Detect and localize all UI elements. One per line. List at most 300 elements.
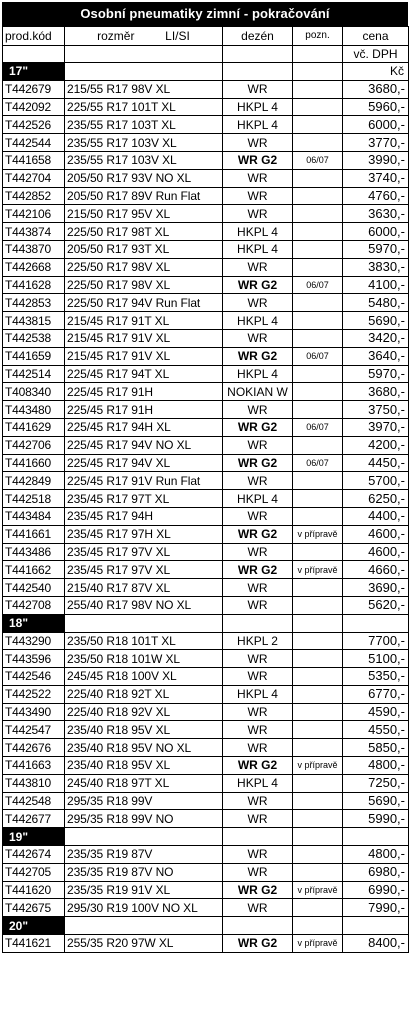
tread-pattern: WR [223, 507, 293, 525]
note-cell [293, 472, 343, 490]
table-row [3, 258, 409, 276]
note-cell [293, 258, 343, 276]
tire-size: 225/45 R17 94H XL [65, 418, 223, 436]
table-row [3, 436, 409, 454]
tire-size: 215/50 R17 95V XL [65, 205, 223, 223]
tread-pattern: WR [223, 205, 293, 223]
table-row [3, 134, 409, 152]
price-cell: 3970,- [343, 418, 409, 436]
note-cell [293, 329, 343, 347]
product-code: T443486 [3, 543, 65, 561]
tread-pattern: WR [223, 739, 293, 757]
product-code: T443290 [3, 632, 65, 650]
tread-pattern: HKPL 4 [223, 312, 293, 330]
price-cell: 3740,- [343, 169, 409, 187]
table-row [3, 401, 409, 419]
tread-pattern: WR [223, 187, 293, 205]
note-cell [293, 365, 343, 383]
table-row [3, 187, 409, 205]
tire-size: 225/45 R17 94V NO XL [65, 436, 223, 454]
tire-size: 235/45 R17 97H XL [65, 525, 223, 543]
tread-pattern: WR [223, 294, 293, 312]
price-cell: 4800,- [343, 757, 409, 775]
tread-pattern: HKPL 4 [223, 685, 293, 703]
section-label: 18" [3, 614, 65, 632]
tire-size: 225/45 R17 91H [65, 383, 223, 401]
product-code: T442526 [3, 116, 65, 134]
table-row [3, 846, 409, 864]
section-row [3, 828, 409, 846]
note-cell [293, 596, 343, 614]
product-code: T442522 [3, 685, 65, 703]
section-row [3, 917, 409, 935]
blank-cell [293, 828, 343, 846]
product-code: T443810 [3, 774, 65, 792]
tread-pattern: WR G2 [223, 525, 293, 543]
price-cell: 7700,- [343, 632, 409, 650]
product-code: T442514 [3, 365, 65, 383]
product-code: T442706 [3, 436, 65, 454]
note-cell: 06/07 [293, 276, 343, 294]
blank-cell [293, 614, 343, 632]
table-row [3, 792, 409, 810]
price-cell: 6000,- [343, 223, 409, 241]
tire-size: 215/40 R17 87V XL [65, 579, 223, 597]
note-cell [293, 401, 343, 419]
note-cell [293, 863, 343, 881]
tread-pattern: WR [223, 810, 293, 828]
product-code: T442852 [3, 187, 65, 205]
tire-size: 215/45 R17 91T XL [65, 312, 223, 330]
product-code: T442849 [3, 472, 65, 490]
note-cell: 06/07 [293, 418, 343, 436]
tire-size: 225/45 R17 94T XL [65, 365, 223, 383]
table-title: Osobní pneumatiky zimní - pokračování [2, 2, 408, 26]
header-vat-row [3, 46, 409, 63]
note-cell [293, 739, 343, 757]
note-cell [293, 169, 343, 187]
tire-size: 235/45 R17 97V XL [65, 543, 223, 561]
tread-pattern: WR [223, 846, 293, 864]
table-row [3, 169, 409, 187]
product-code: T442679 [3, 80, 65, 98]
note-cell [293, 792, 343, 810]
product-code: T442674 [3, 846, 65, 864]
price-cell: 5690,- [343, 312, 409, 330]
tire-size: 225/50 R17 98V XL [65, 258, 223, 276]
table-row [3, 579, 409, 597]
blank-cell [65, 614, 223, 632]
price-cell: 4800,- [343, 846, 409, 864]
section-label: 19" [3, 828, 65, 846]
price-cell: 4600,- [343, 525, 409, 543]
note-cell [293, 312, 343, 330]
tire-size: 235/55 R17 103V XL [65, 151, 223, 169]
price-cell: 5480,- [343, 294, 409, 312]
table-row [3, 365, 409, 383]
tire-size: 235/45 R17 97V XL [65, 561, 223, 579]
table-row [3, 935, 409, 953]
tread-pattern: WR [223, 863, 293, 881]
price-cell: 7990,- [343, 899, 409, 917]
product-code: T441659 [3, 347, 65, 365]
blank-cell [343, 614, 409, 632]
note-cell [293, 668, 343, 686]
note-cell: 06/07 [293, 151, 343, 169]
note-cell [293, 774, 343, 792]
header-code: prod.kód [3, 27, 65, 46]
note-cell: v přípravě [293, 757, 343, 775]
table-row [3, 863, 409, 881]
header-price: cena [343, 27, 409, 46]
tire-size: 255/40 R17 98V NO XL [65, 596, 223, 614]
product-code: T442668 [3, 258, 65, 276]
table-row [3, 472, 409, 490]
header-currency: Kč [343, 63, 409, 81]
table-row [3, 739, 409, 757]
note-cell: v přípravě [293, 525, 343, 543]
price-cell: 3680,- [343, 80, 409, 98]
tire-size: 235/40 R18 95V XL [65, 757, 223, 775]
table-row [3, 329, 409, 347]
tread-pattern: WR [223, 472, 293, 490]
table-row [3, 98, 409, 116]
tread-pattern: WR G2 [223, 347, 293, 365]
note-cell [293, 240, 343, 258]
tire-size: 235/55 R17 103T XL [65, 116, 223, 134]
tread-pattern: WR G2 [223, 151, 293, 169]
price-cell: 6000,- [343, 116, 409, 134]
product-code: T442540 [3, 579, 65, 597]
price-cell: 4100,- [343, 276, 409, 294]
product-code: T443484 [3, 507, 65, 525]
tread-pattern: HKPL 4 [223, 490, 293, 508]
product-code: T408340 [3, 383, 65, 401]
tire-size: 235/45 R17 97T XL [65, 490, 223, 508]
section-label: 17" [3, 63, 65, 81]
tread-pattern: NOKIAN W [223, 383, 293, 401]
note-cell [293, 507, 343, 525]
header-note: pozn. [293, 27, 343, 46]
section-row [3, 614, 409, 632]
note-cell [293, 543, 343, 561]
price-cell: 7250,- [343, 774, 409, 792]
section-row [3, 63, 409, 81]
price-cell: 6980,- [343, 863, 409, 881]
table-row [3, 312, 409, 330]
product-code: T441620 [3, 881, 65, 899]
note-cell [293, 490, 343, 508]
table-row [3, 205, 409, 223]
product-code: T442705 [3, 863, 65, 881]
price-cell: 3690,- [343, 579, 409, 597]
blank-cell [223, 63, 293, 81]
tire-size: 235/40 R18 95V NO XL [65, 739, 223, 757]
price-cell: 5990,- [343, 810, 409, 828]
product-code: T442676 [3, 739, 65, 757]
tread-pattern: WR [223, 329, 293, 347]
product-code: T441662 [3, 561, 65, 579]
blank-cell [65, 46, 223, 63]
tread-pattern: WR [223, 401, 293, 419]
note-cell [293, 205, 343, 223]
note-cell [293, 134, 343, 152]
product-code: T442544 [3, 134, 65, 152]
note-cell [293, 98, 343, 116]
table-row [3, 223, 409, 241]
price-cell: 4600,- [343, 543, 409, 561]
tread-pattern: WR G2 [223, 418, 293, 436]
product-code: T441628 [3, 276, 65, 294]
product-code: T442538 [3, 329, 65, 347]
blank-cell [223, 828, 293, 846]
tread-pattern: HKPL 4 [223, 774, 293, 792]
price-cell: 4450,- [343, 454, 409, 472]
note-cell [293, 223, 343, 241]
price-list-sheet [2, 2, 408, 953]
tire-size: 205/50 R17 93T XL [65, 240, 223, 258]
tread-pattern: WR [223, 543, 293, 561]
tire-price-table [2, 26, 409, 953]
table-row [3, 881, 409, 899]
product-code: T443874 [3, 223, 65, 241]
tire-size: 235/45 R17 94H [65, 507, 223, 525]
price-cell: 3680,- [343, 383, 409, 401]
product-code: T442708 [3, 596, 65, 614]
tire-size: 225/45 R17 94V XL [65, 454, 223, 472]
note-cell [293, 579, 343, 597]
table-row [3, 276, 409, 294]
tire-size: 225/40 R18 92T XL [65, 685, 223, 703]
product-code: T442675 [3, 899, 65, 917]
price-cell: 4400,- [343, 507, 409, 525]
price-cell: 3640,- [343, 347, 409, 365]
header-lisi-label: LI/SI [165, 29, 190, 43]
table-row [3, 240, 409, 258]
product-code: T442547 [3, 721, 65, 739]
price-cell: 5100,- [343, 650, 409, 668]
tread-pattern: WR [223, 134, 293, 152]
price-cell: 6250,- [343, 490, 409, 508]
header-vat: vč. DPH [343, 46, 409, 63]
price-cell: 6770,- [343, 685, 409, 703]
tire-size: 235/50 R18 101W XL [65, 650, 223, 668]
section-label: 20" [3, 917, 65, 935]
tread-pattern: WR G2 [223, 757, 293, 775]
blank-cell [3, 46, 65, 63]
table-row [3, 383, 409, 401]
tread-pattern: WR [223, 899, 293, 917]
header-row [3, 27, 409, 46]
table-row [3, 596, 409, 614]
note-cell: v přípravě [293, 561, 343, 579]
tread-pattern: WR [223, 596, 293, 614]
tread-pattern: WR [223, 792, 293, 810]
tire-size: 245/45 R18 100V XL [65, 668, 223, 686]
tread-pattern: WR [223, 258, 293, 276]
blank-cell [223, 46, 293, 63]
tire-size: 235/50 R18 101T XL [65, 632, 223, 650]
blank-cell [293, 917, 343, 935]
blank-cell [293, 63, 343, 81]
price-cell: 5970,- [343, 240, 409, 258]
table-row [3, 543, 409, 561]
note-cell: v přípravě [293, 881, 343, 899]
table-row [3, 810, 409, 828]
price-cell: 3420,- [343, 329, 409, 347]
tread-pattern: WR [223, 650, 293, 668]
tread-pattern: WR G2 [223, 454, 293, 472]
table-row [3, 294, 409, 312]
tire-size: 295/35 R18 99V [65, 792, 223, 810]
tread-pattern: WR [223, 579, 293, 597]
note-cell: v přípravě [293, 935, 343, 953]
product-code: T441621 [3, 935, 65, 953]
tire-size: 295/35 R18 99V NO [65, 810, 223, 828]
product-code: T442548 [3, 792, 65, 810]
tread-pattern: HKPL 4 [223, 116, 293, 134]
tread-pattern: WR [223, 668, 293, 686]
note-cell [293, 632, 343, 650]
product-code: T442106 [3, 205, 65, 223]
tire-size: 225/50 R17 98V XL [65, 276, 223, 294]
table-row [3, 80, 409, 98]
blank-cell [343, 917, 409, 935]
product-code: T442518 [3, 490, 65, 508]
note-cell [293, 810, 343, 828]
price-cell: 3770,- [343, 134, 409, 152]
header-size-label: rozměr [97, 29, 135, 43]
price-cell: 4760,- [343, 187, 409, 205]
product-code: T442704 [3, 169, 65, 187]
table-row [3, 721, 409, 739]
blank-cell [65, 828, 223, 846]
tire-size: 255/35 R20 97W XL [65, 935, 223, 953]
tire-size: 235/35 R19 91V XL [65, 881, 223, 899]
table-row [3, 668, 409, 686]
price-cell: 3990,- [343, 151, 409, 169]
table-row [3, 774, 409, 792]
note-cell [293, 294, 343, 312]
note-cell [293, 80, 343, 98]
tire-size: 235/40 R18 95V XL [65, 721, 223, 739]
tread-pattern: WR [223, 169, 293, 187]
price-cell: 5700,- [343, 472, 409, 490]
product-code: T443490 [3, 703, 65, 721]
blank-cell [65, 917, 223, 935]
product-code: T443870 [3, 240, 65, 258]
header-size [65, 27, 223, 46]
note-cell [293, 383, 343, 401]
header-pattern: dezén [223, 27, 293, 46]
table-row [3, 454, 409, 472]
note-cell [293, 899, 343, 917]
price-cell: 3830,- [343, 258, 409, 276]
tire-size: 215/45 R17 91V XL [65, 329, 223, 347]
table-row [3, 507, 409, 525]
blank-cell [223, 614, 293, 632]
tire-size: 295/30 R19 100V NO XL [65, 899, 223, 917]
tread-pattern: HKPL 4 [223, 240, 293, 258]
note-cell [293, 116, 343, 134]
note-cell [293, 187, 343, 205]
tread-pattern: WR [223, 436, 293, 454]
price-cell: 4660,- [343, 561, 409, 579]
price-cell: 5350,- [343, 668, 409, 686]
price-cell: 3630,- [343, 205, 409, 223]
price-cell: 5850,- [343, 739, 409, 757]
tire-size: 205/50 R17 93V NO XL [65, 169, 223, 187]
tread-pattern: WR G2 [223, 276, 293, 294]
product-code: T441629 [3, 418, 65, 436]
tire-size: 205/50 R17 89V Run Flat [65, 187, 223, 205]
tire-size: 245/40 R18 97T XL [65, 774, 223, 792]
table-row [3, 116, 409, 134]
tread-pattern: HKPL 4 [223, 223, 293, 241]
blank-cell [343, 828, 409, 846]
tread-pattern: HKPL 2 [223, 632, 293, 650]
table-row [3, 757, 409, 775]
table-row [3, 490, 409, 508]
price-cell: 4590,- [343, 703, 409, 721]
price-cell: 5960,- [343, 98, 409, 116]
product-code: T443480 [3, 401, 65, 419]
tread-pattern: HKPL 4 [223, 365, 293, 383]
tread-pattern: WR G2 [223, 935, 293, 953]
tire-size: 235/55 R17 103V XL [65, 134, 223, 152]
price-cell: 3750,- [343, 401, 409, 419]
tire-size: 215/55 R17 98V XL [65, 80, 223, 98]
product-code: T443596 [3, 650, 65, 668]
note-cell [293, 846, 343, 864]
product-code: T441663 [3, 757, 65, 775]
price-cell: 5690,- [343, 792, 409, 810]
price-cell: 8400,- [343, 935, 409, 953]
table-row [3, 561, 409, 579]
note-cell [293, 650, 343, 668]
product-code: T442092 [3, 98, 65, 116]
table-row [3, 525, 409, 543]
tire-size: 225/45 R17 91H [65, 401, 223, 419]
note-cell: 06/07 [293, 454, 343, 472]
blank-cell [65, 63, 223, 81]
tread-pattern: WR [223, 721, 293, 739]
note-cell: 06/07 [293, 347, 343, 365]
price-cell: 4200,- [343, 436, 409, 454]
product-code: T441658 [3, 151, 65, 169]
table-row [3, 899, 409, 917]
table-row [3, 632, 409, 650]
note-cell [293, 721, 343, 739]
blank-cell [293, 46, 343, 63]
product-code: T441660 [3, 454, 65, 472]
table-row [3, 703, 409, 721]
tread-pattern: WR G2 [223, 561, 293, 579]
blank-cell [223, 917, 293, 935]
product-code: T442677 [3, 810, 65, 828]
table-row [3, 347, 409, 365]
product-code: T442853 [3, 294, 65, 312]
tread-pattern: WR [223, 703, 293, 721]
tire-size: 225/50 R17 94V Run Flat [65, 294, 223, 312]
table-row [3, 650, 409, 668]
note-cell [293, 703, 343, 721]
table-row [3, 151, 409, 169]
tire-size: 235/35 R19 87V [65, 846, 223, 864]
price-cell: 5620,- [343, 596, 409, 614]
table-row [3, 418, 409, 436]
product-code: T443815 [3, 312, 65, 330]
